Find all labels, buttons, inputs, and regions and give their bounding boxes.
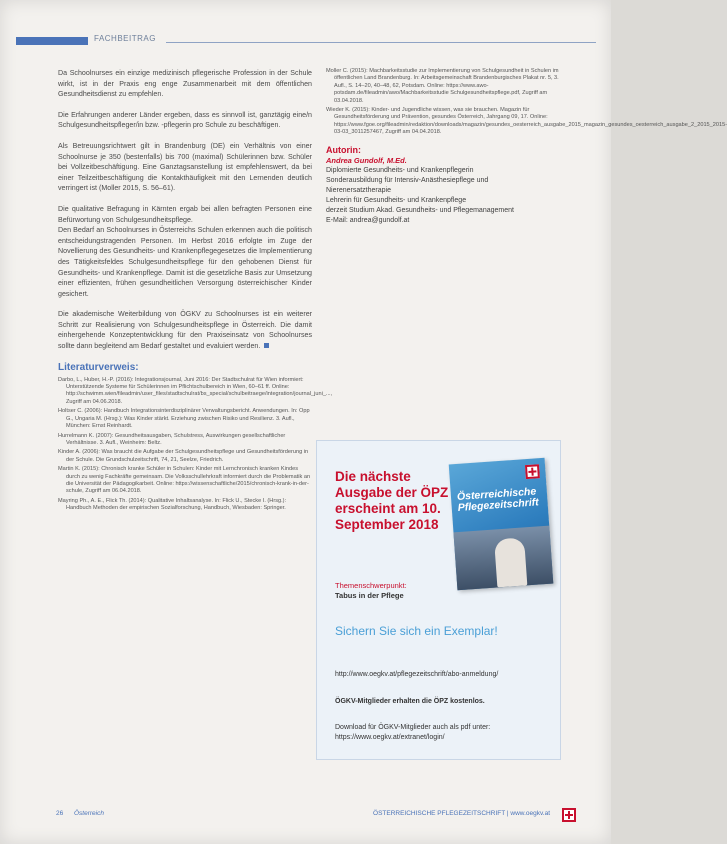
end-mark-icon bbox=[264, 343, 269, 348]
page-number: 26 bbox=[56, 810, 64, 817]
page-header bbox=[16, 34, 596, 48]
literature-heading: Literaturverweis: bbox=[58, 361, 139, 373]
author-credential: Sonderausbildung für Intensiv-Anästhesiepflege und bbox=[326, 176, 489, 184]
literature-item: Kinder A. (2006): Was braucht die Aufgabe der Schulgesundheitspflege und Gesundheitsförderung in der Schule. Die Grundschulzeitschrift, 74, 21, Seelze, Friedrich. bbox=[58, 449, 309, 463]
paragraph-6-text: Die akademische Weiterbildung von ÖGKV zu Schoolnurses ist ein weiterer Schritt zur Realisierung von Schulgesundheitspflege in Österreich. Die damit einhergehende Konzeptentwicklung für den Praxiseinsatz von Schoolnurses sollte dann begleitend am Bedarf gestaltet und evaluiert werden. bbox=[58, 310, 312, 351]
cross-logo-icon bbox=[562, 808, 576, 822]
paragraph-6 bbox=[58, 309, 312, 351]
footer-publication: ÖSTERREICHISCHE PFLEGEZEITSCHRIFT | www.oegkv.at bbox=[373, 810, 550, 817]
right-column bbox=[326, 68, 727, 226]
author-credential: Nierenersatztherapie bbox=[326, 186, 391, 194]
cover-person-shape bbox=[494, 537, 527, 587]
magazine-cover-title: Österreichische Pflegezeitschrift bbox=[456, 485, 540, 514]
paragraph-3: Als Betreuungsrichtwert gilt in Brandenburg (DE) ein Verhältnis von einer Schoolnurse je 350 (bestenfalls) bis 700 (maximal) Schülerinnen bzw. Schüler bei Vollzeitbeschäftigung. Eine Ganztagsanstellung ist empfehlenswert, da bei einer Teilzeitbeschäftigung die Kontakthäufigkeit mit den Lernenden deutlich verringert ist (Moller 2015, S. 56–61). bbox=[58, 141, 312, 193]
magazine-advertisement bbox=[316, 440, 561, 760]
literature-item: Hurrelmann K. (2007): Gesundheitsausgaben, Schulstress, Auswirkungen gesellschaftlicher Verhältnisse. 3. Aufl., Weinheim: Beltz. bbox=[58, 432, 286, 446]
reference-list bbox=[326, 68, 727, 137]
section-label: FACHBEITRAG bbox=[94, 34, 156, 43]
author-email: E-Mail: andrea@gundolf.at bbox=[326, 216, 410, 224]
literature-item: Martin K. (2015): Chronisch kranke Schüler in Schulen: Kinder mit Lernchronisch kranken Kindes durch zu wenig Fachkräfte gemeinsam. Die Volksschullehrkraft informiert durch die Problematik an die Universität der Pädagogikarbeit. Online: https://wissenschaftliche/2015/chronisch-krank-in-der-schule, Zugriff am 06.04.2018. bbox=[58, 466, 311, 495]
members-note: ÖGKV-Mitglieder erhalten die ÖPZ kostenlos. bbox=[335, 698, 485, 705]
author-credential: derzeit Studium Akad. Gesundheits- und Pflegemanagement bbox=[326, 206, 514, 214]
literature-item: Darbo, L., Huber, H.-P. (2016): Integrationsjournal, Juni 2016: Der Stadtschulrat für Wien informiert: Unterstützende Systeme für Schülerinnen im Pflichtschulbereich in Wien, 60–61 ff. Online: http://schwimm.wien/fileadmin/user_files/stadtschulrat/bs_special/schulbeitraege/integration/journal_juni_..., Zugriff am 04.06.2018. bbox=[58, 376, 333, 405]
literature-list bbox=[58, 376, 333, 513]
literature-item: Mayring Ph., A. E., Flick Th. (2014): Qualitative Inhaltsanalyse. In: Flick U., Stecke I. (Hrsg.): Handbuch Methoden der empirischen Sozialforschung, Handbuch, Wiesbaden: Springer. bbox=[58, 497, 287, 512]
paragraph-2: Die Erfahrungen anderer Länder ergeben, dass es sinnvoll ist, ganztägig eine/n Schulgesundheitspfleger/in bzw. -pflegerin pro Schule zu beschäftigen. bbox=[58, 110, 312, 130]
author-credential: Diplomierte Gesundheits- und Krankenpflegerin bbox=[326, 166, 474, 174]
paragraph-1: Da Schoolnurses ein einzige medizinisch pflegerische Profession in der Schule wirkt, ist in der Praxis eng enge Zusammenarbeit mit dem öffentlichen Gesundheitsdienst zu empfehlen. bbox=[58, 69, 312, 99]
author-name: Andrea Gundolf, M.Ed. bbox=[326, 155, 407, 165]
theme-value: Tabus in der Pflege bbox=[335, 591, 404, 600]
subscription-link[interactable]: http://www.oegkv.at/pflegezeitschrift/abo-anmeldung/ bbox=[335, 671, 499, 678]
paragraph-4: Die qualitative Befragung in Kärnten ergab bei allen befragten Personen eine Befürwortung von Schulgesundheitspflege. bbox=[58, 204, 312, 224]
author-credential: Lehrerin für Gesundheits- und Krankenpflege bbox=[326, 196, 467, 204]
paragraph-5: Den Bedarf an Schoolnurses in Österreichs Schulen erkennen auch die politisch entscheidungstragenden Personen. Im Herbst 2016 erfolgte im Zuge der Novellierung des Gesundheits- und Krankenpflegegesetzes die Implementierung des Tätigkeitsfeldes Schulgesundheitspflege für den gehobenen Dienst für Gesundheits- und Krankenpflege. Damit ist die gesetzliche Basis zur Umsetzung einer effizienten, frühen gesundheitlichen Versorgung österreichischer Kinder gesichert. bbox=[58, 226, 312, 298]
literature-item: Holtser C. (2006): Handbuch Integrationsinterdisziplinärer Verwaltungsbericht. Anwendungen. In: Opp G., Ungaria M. (Hrsg.): Was Kinder stärkt. Erziehung zwischen Risiko und Resilienz. 3. Aufl., München: Ernst Reinhardt. bbox=[58, 408, 310, 430]
reference-item: Wieder K. (2015): Kinder- und Jugendliche wissen, was sie brauchen. Magazin für Gesundheitsförderung und Prävention, gesundes Österreich, Jahrgang 09, 17. Online: https://www.fgoe.org/fileadmin/redaktion/downloads/magazin/gesundes_oesterreich_ausgabe_2015_magazin_gesundes_oesterreich_ausgabe_2_2015_2015-03-03_3011257467, Zugriff am 04.04.2018. bbox=[326, 107, 727, 136]
ad-headline: Die nächste Ausgabe der ÖPZ erscheint am 10. September 2018 bbox=[335, 469, 449, 532]
download-note: Download für ÖGKV-Mitglieder auch als pdf unter: https://www.oegkv.at/extranet/login/ bbox=[335, 724, 491, 741]
author-heading: Autorin: bbox=[326, 144, 361, 155]
reference-item: Moller C. (2015): Machbarkeitsstudie zur Implementierung von Schulgesundheit in Schulen im öffentlichen Land Brandenburg. In: Arbeitsgemeinschaft Brandenburgisches Plakat nr. 5, 3. Aufl., S. 14–20, 40–48, 62, Potsdam. Online: https://www.awo-potsdam.de/fileadmin/awo/Machbarkeitsstudie Schulgesundheitspflege.pdf, Zugriff am 03.04.2018. bbox=[326, 68, 559, 104]
ad-call-to-action: Sichern Sie sich ein Exemplar! bbox=[335, 624, 498, 638]
footer-brand: Österreich bbox=[74, 810, 104, 817]
cross-logo-icon bbox=[525, 464, 540, 479]
page-footer bbox=[56, 808, 576, 822]
theme-label: Themenschwerpunkt: bbox=[335, 581, 407, 590]
header-rule bbox=[166, 42, 596, 43]
left-column bbox=[58, 68, 333, 515]
header-accent-bar bbox=[16, 37, 88, 45]
magazine-cover-image bbox=[449, 458, 554, 590]
